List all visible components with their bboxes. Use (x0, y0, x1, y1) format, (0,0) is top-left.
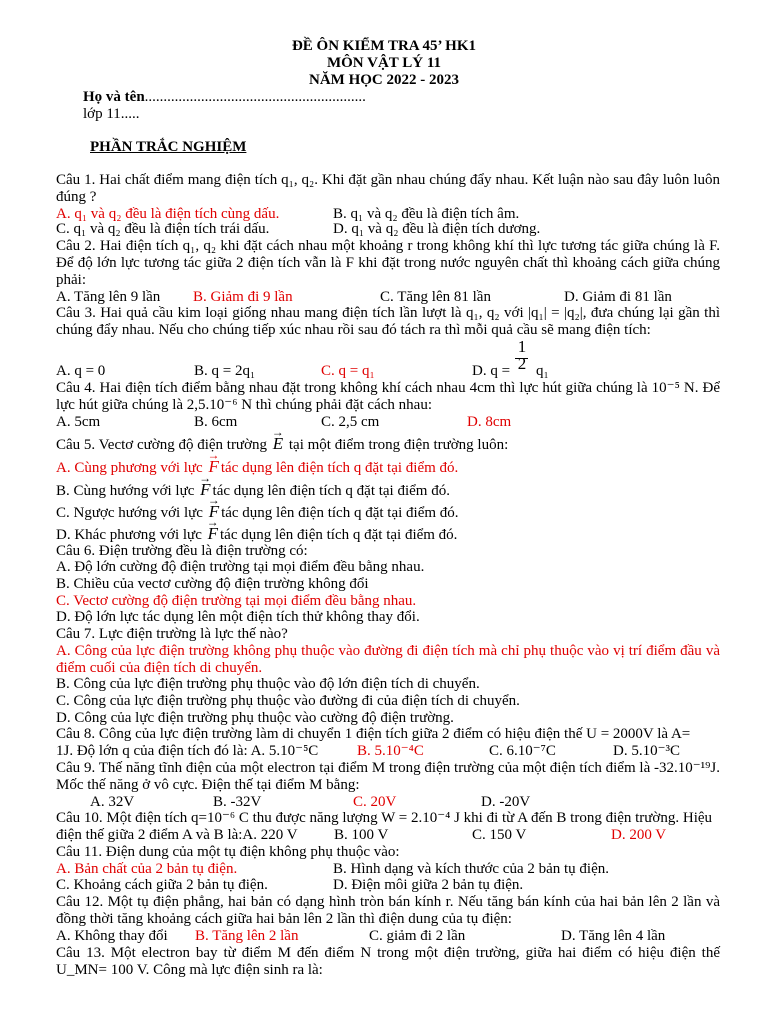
question-9-options (56, 794, 726, 811)
q11-option-a: A. Bản chất của 2 bản tụ điện. (56, 861, 238, 877)
q10-option-a: điện thế giữa 2 điểm A và B là:A. 220 V (56, 827, 298, 843)
student-name-line (83, 89, 366, 106)
exam-subject: MÔN VẬT LÝ 11 (326, 55, 442, 71)
q11-option-d: D. Điện môi giữa 2 bản tụ điện. (333, 877, 524, 893)
q5-option-d-before: D. Khác phương với lực (56, 527, 202, 543)
question-10-text-line1: Câu 10. Một điện tích q=10⁻⁶ C thu được năng lượng W = 2.10⁻⁴ J khi đi từ A đến B trong điện trường. Hiệu (56, 810, 713, 826)
q2-option-b: B. Giảm đi 9 lần (193, 289, 293, 305)
q5-option-b (56, 481, 450, 500)
q7-option-c: C. Công của lực điện trường phụ thuộc vào đường đi của điện tích di chuyển. (56, 693, 520, 709)
q5-option-c (56, 503, 459, 522)
q8-option-c: C. 6.10⁻⁷C (489, 743, 556, 759)
q7-option-b: B. Công của lực điện trường phụ thuộc vào độ lớn điện tích di chuyển. (56, 676, 480, 692)
vector-f-symbol: → F (207, 503, 221, 520)
q5-option-b-before: B. Cùng hướng với lực (56, 483, 195, 499)
q9-option-b: B. -32V (213, 794, 262, 810)
question-4-text: Câu 4. Hai điện tích điểm bằng nhau đặt trong không khí cách nhau 4cm thì lực hút giữa chúng là 10⁻⁵ N. Để lực hút giữa chúng là 2,5.10⁻⁶ N thì chúng phải đặt cách nhau: (56, 380, 720, 413)
q5-option-d-after: tác dụng lên điện tích q đặt tại điểm đó. (220, 527, 458, 543)
q6-option-b: B. Chiều của vectơ cường độ điện trường không đổi (56, 576, 369, 592)
vector-f-symbol: → F (198, 481, 212, 498)
q1-option-a: A. q₁ và q₂ đều là điện tích cùng dấu. (56, 206, 280, 222)
q3-fraction-denominator: 2 (517, 354, 527, 373)
q3-option-c: C. q = q₁ (321, 363, 375, 379)
question-7-text: Câu 7. Lực điện trường là lực thế nào? (56, 626, 288, 642)
q4-option-a: A. 5cm (56, 414, 101, 430)
q10-option-d: D. 200 V (611, 827, 667, 843)
question-11-options-row1 (56, 861, 726, 878)
question-8-options (56, 743, 726, 760)
q12-option-b: B. Tăng lên 2 lần (195, 928, 299, 944)
q12-option-d: D. Tăng lên 4 lần (561, 928, 666, 944)
student-name-label: Họ và tên (83, 89, 145, 105)
question-2-text: Câu 2. Hai điện tích q₁, q₂ khi đặt cách nhau một khoảng r trong không khí thì lực tương tác giữa chúng là F. Để độ lớn lực tương tác giữa 2 điện tích vẫn là F khi đặt trong nước nguyên chất thì khoảng cách giữa chúng phải: (56, 238, 720, 288)
q11-option-c: C. Khoảng cách giữa 2 bản tụ điện. (56, 877, 268, 893)
q5-option-a-after: tác dụng lên điện tích q đặt tại điểm đó. (220, 460, 459, 476)
question-3-options (56, 363, 726, 380)
question-4-options (56, 414, 726, 431)
question-5-text (56, 435, 508, 454)
q5-text-after: tại một điểm trong điện trường luôn: (288, 437, 509, 453)
question-1-text: Câu 1. Hai chất điểm mang điện tích q₁, q₂. Khi đặt gần nhau chúng đẩy nhau. Kết luận nào sau đây luôn luôn đúng ? (56, 172, 720, 205)
q2-option-d: D. Giảm đi 81 lần (564, 289, 672, 305)
q4-option-d: D. 8cm (467, 414, 512, 430)
question-11-options-row2 (56, 877, 726, 894)
q8-option-b: B. 5.10⁻⁴C (357, 743, 424, 759)
question-12-options (56, 928, 726, 945)
q12-option-c: C. giảm đi 2 lần (369, 928, 466, 944)
q3-fraction-numerator: 1 (517, 337, 527, 356)
q1-option-c: C. q₁ và q₂ đều là điện tích trái dấu. (56, 221, 270, 237)
question-9-text: Câu 9. Thế năng tĩnh điện của một electron tại điểm M trong điện trường của một điện tích điểm là -32.10⁻¹⁹J. Mốc thế năng ở vô cực. Điện thế tại điểm M bằng: (56, 760, 720, 793)
q5-option-c-before: C. Ngược hướng với lực (56, 505, 203, 521)
question-3-text: Câu 3. Hai quả cầu kim loại giống nhau mang điện tích lần lượt là q₁, q₂ với |q₁| = |q₂|, đưa chúng lại gần thì chúng đẩy nhau. Nếu cho chúng tiếp xúc nhau rồi sau đó tách ra thì mỗi quả cầu sẽ mang điện tích: (56, 305, 720, 338)
student-name-dots: ........................................................... (144, 89, 366, 105)
q7-option-d: D. Công của lực điện trường phụ thuộc vào cường độ điện trường. (56, 710, 454, 726)
vector-f-symbol: → F (206, 525, 220, 542)
q4-option-c: C. 2,5 cm (321, 414, 380, 430)
q6-option-c: C. Vectơ cường độ điện trường tại mọi điểm đều bằng nhau. (56, 593, 417, 609)
q12-option-a: A. Không thay đổi (56, 928, 168, 944)
q5-option-a-before: A. Cùng phương với lực (56, 460, 203, 476)
q3-option-d-suffix: q₁ (536, 363, 549, 379)
q9-option-a: A. 32V (90, 794, 135, 810)
q1-option-b: B. q₁ và q₂ đều là điện tích âm. (333, 206, 520, 222)
q11-option-b: B. Hình dạng và kích thước của 2 bản tụ điện. (333, 861, 609, 877)
q3-option-b: B. q = 2q₁ (194, 363, 256, 379)
q8-option-d: D. 5.10⁻³C (613, 743, 681, 759)
question-12-text: Câu 12. Một tụ điện phẳng, hai bản có dạng hình tròn bán kính r. Nếu tăng bán kính của hai bản lên 2 lần và đồng thời tăng khoảng cách giữa hai bản lên 2 lần thì điện dung của tụ điện: (56, 894, 720, 927)
student-class: lớp 11..... (83, 106, 140, 122)
vector-f-symbol: → F (206, 458, 220, 475)
q5-option-d (56, 525, 457, 544)
q9-option-d: D. -20V (481, 794, 531, 810)
q9-option-c: C. 20V (353, 794, 397, 810)
q7-option-a: A. Công của lực điện trường không phụ thuộc vào đường đi điện tích mà chỉ phụ thuộc vào vị trí điểm đầu và điểm cuối của điện tích di chuyển. (56, 643, 720, 676)
q3-option-d-prefix: D. q = (472, 363, 511, 379)
q5-text-before: Câu 5. Vectơ cường độ điện trường (56, 437, 267, 453)
q6-option-d: D. Độ lớn lực tác dụng lên một điện tích thử không thay đổi. (56, 609, 420, 625)
section-title: PHẦN TRẮC NGHIỆM (90, 139, 247, 155)
question-10-options (56, 827, 726, 844)
q5-option-c-after: tác dụng lên điện tích q đặt tại điểm đó. (221, 505, 459, 521)
exam-year: NĂM HỌC 2022 - 2023 (309, 72, 459, 88)
question-1-options-row2 (56, 221, 726, 238)
question-8-text-line1: Câu 8. Công của lực điện trường làm di chuyển 1 điện tích giữa 2 điểm có hiệu điện thế U = 2000V là A= (56, 726, 691, 742)
q4-option-b: B. 6cm (194, 414, 238, 430)
q8-option-a: 1J. Độ lớn q của điện tích đó là: A. 5.10⁻⁵C (56, 743, 319, 759)
question-13-text: Câu 13. Một electron bay từ điểm M đến điểm N trong một điện trường, giữa hai điểm có hiệu điện thế U_MN= 100 V. Công mà lực điện sinh ra là: (56, 945, 720, 978)
question-6-text: Câu 6. Điện trường đều là điện trường có: (56, 543, 308, 559)
question-2-options (56, 289, 726, 306)
q10-option-c: C. 150 V (472, 827, 527, 843)
question-11-text: Câu 11. Điện dung của một tụ điện không phụ thuộc vào: (56, 844, 400, 860)
q10-option-b: B. 100 V (334, 827, 389, 843)
exam-title: ĐỀ ÔN KIỂM TRA 45’ HK1 (291, 38, 477, 54)
q6-option-a: A. Độ lớn cường độ điện trường tại mọi điểm đều bằng nhau. (56, 559, 425, 575)
q5-option-b-after: tác dụng lên điện tích q đặt tại điểm đó. (212, 483, 450, 499)
q2-option-c: C. Tăng lên 81 lần (380, 289, 491, 305)
q3-option-a: A. q = 0 (56, 363, 106, 379)
vector-e-symbol: → E (271, 435, 285, 452)
q5-option-a (56, 458, 458, 477)
q1-option-d: D. q₁ và q₂ đều là điện tích dương. (333, 221, 541, 237)
q2-option-a: A. Tăng lên 9 lần (56, 289, 161, 305)
